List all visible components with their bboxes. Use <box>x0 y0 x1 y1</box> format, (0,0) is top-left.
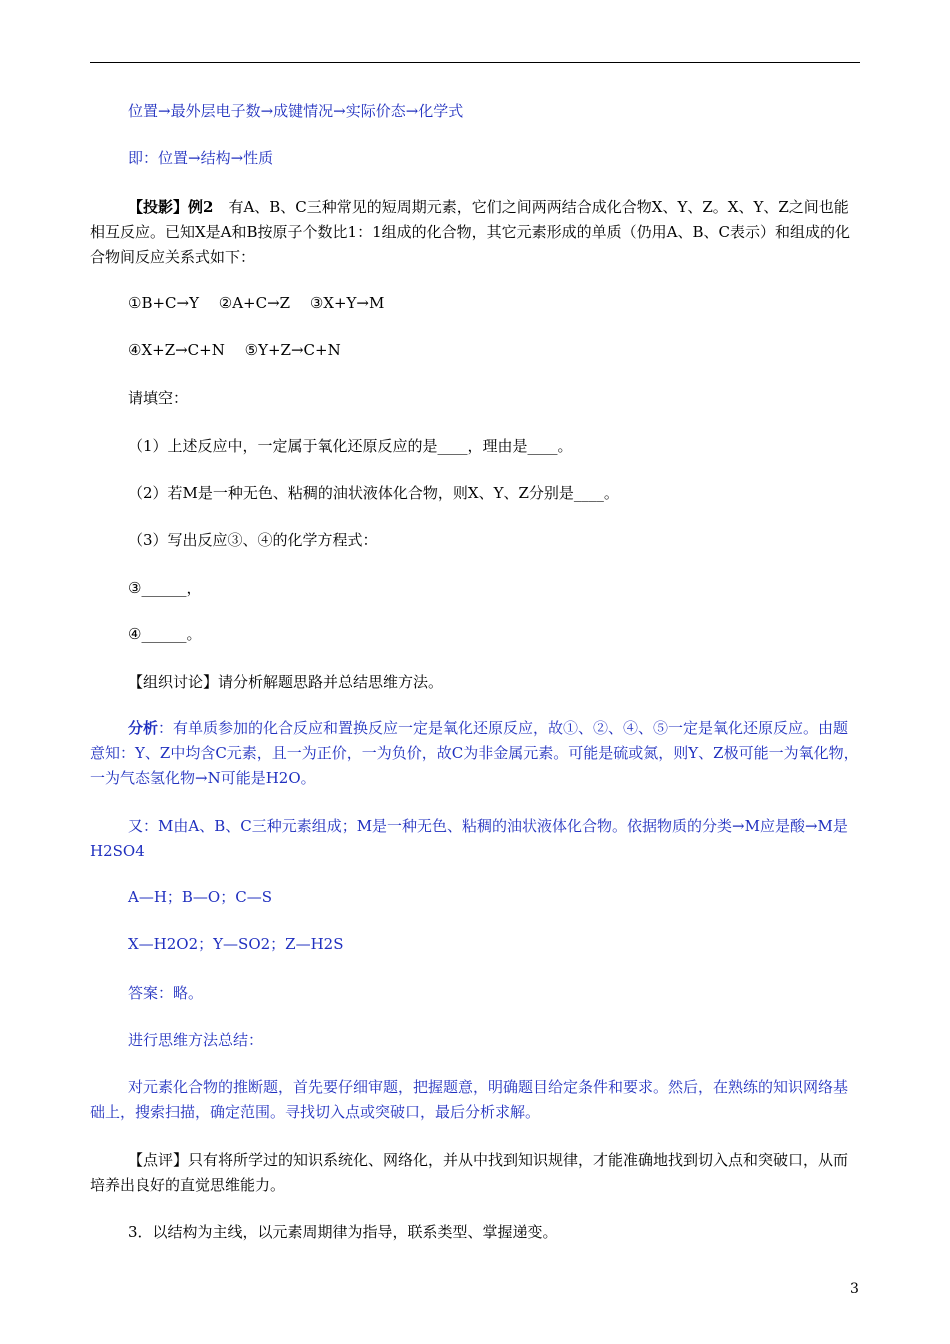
answer-blank-4: ④______。 <box>128 625 202 643</box>
question-1: （1）上述反应中，一定属于氧化还原反应的是____，理由是____。 <box>128 437 573 455</box>
answer-blank-3: ③______， <box>128 579 202 597</box>
question-3: （3）写出反应③、④的化学方程式： <box>128 531 378 549</box>
fill-prompt: 请填空： <box>128 389 189 407</box>
example-label: 例2 <box>188 198 214 216</box>
discussion-prompt: 【组织讨论】请分析解题思路并总结思维方法。 <box>128 673 444 691</box>
compound-assignment: X—H2O2；Y—SO2；Z—H2S <box>128 935 344 953</box>
chain-summary: 即：位置→结构→性质 <box>128 149 274 167</box>
section-item-3: 3．以结构为主线，以元素周期律为指导，联系类型、掌握递变。 <box>128 1223 558 1241</box>
summary-paragraph: 对元素化合物的推断题，首先要仔细审题，把握题意，明确题目给定条件和要求。然后，在熟练的知识网络基础上，搜索扫描，确定范围。寻找切入点或突破口，最后分析求解。 <box>90 1078 849 1121</box>
projection-tag: 【投影】 <box>128 198 189 216</box>
reactions-line-1: ①B+C→Y ②A+C→Z ③X+Y→M <box>128 294 385 312</box>
summary-heading: 进行思维方法总结： <box>128 1031 264 1049</box>
analysis-paragraph <box>90 716 862 791</box>
question-2: （2）若M是一种无色、粘稠的油状液体化合物，则X、Y、Z分别是____。 <box>128 484 619 502</box>
page-number: 3 <box>850 1281 859 1297</box>
example-text: 有A、B、C三种常见的短周期元素，它们之间两两结合成化合物X、Y、Z。X、Y、Z之间也能相互反应。已知X是A和B按原子个数比1：1组成的化合物，其它元素形成的单质（仍用A、B、C表示）和组成的化合物间反应关系式如下： <box>90 198 850 266</box>
analysis-label: 分析 <box>128 719 159 737</box>
header-rule <box>90 62 860 63</box>
example-2-paragraph <box>90 195 862 270</box>
analysis-text: ：有单质参加的化合反应和置换反应一定是氧化还原反应，故①、②、④、⑤一定是氧化还原反应。由题意知：Y、Z中均含C元素，且一为正价，一为负价，故C为非金属元素。可能是硫或氮，则Y、Z极可能一为氧化物，一为气态氢化物→N可能是H2O。 <box>90 719 859 787</box>
element-assignment: A—H；B—O；C—S <box>128 888 272 906</box>
further-analysis: 又：M由A、B、C三种元素组成；M是一种无色、粘稠的油状液体化合物。依据物质的分类→M应是酸→M是H2SO4 <box>90 817 848 860</box>
chain-line: 位置→最外层电子数→成键情况→实际价态→化学式 <box>128 102 464 120</box>
comment-paragraph: 【点评】只有将所学过的知识系统化、网络化，并从中找到知识规律，才能准确地找到切入点和突破口，从而培养出良好的直觉思维能力。 <box>90 1151 849 1194</box>
reactions-line-2: ④X+Z→C+N ⑤Y+Z→C+N <box>128 341 341 359</box>
answer-line: 答案：略。 <box>128 984 204 1002</box>
